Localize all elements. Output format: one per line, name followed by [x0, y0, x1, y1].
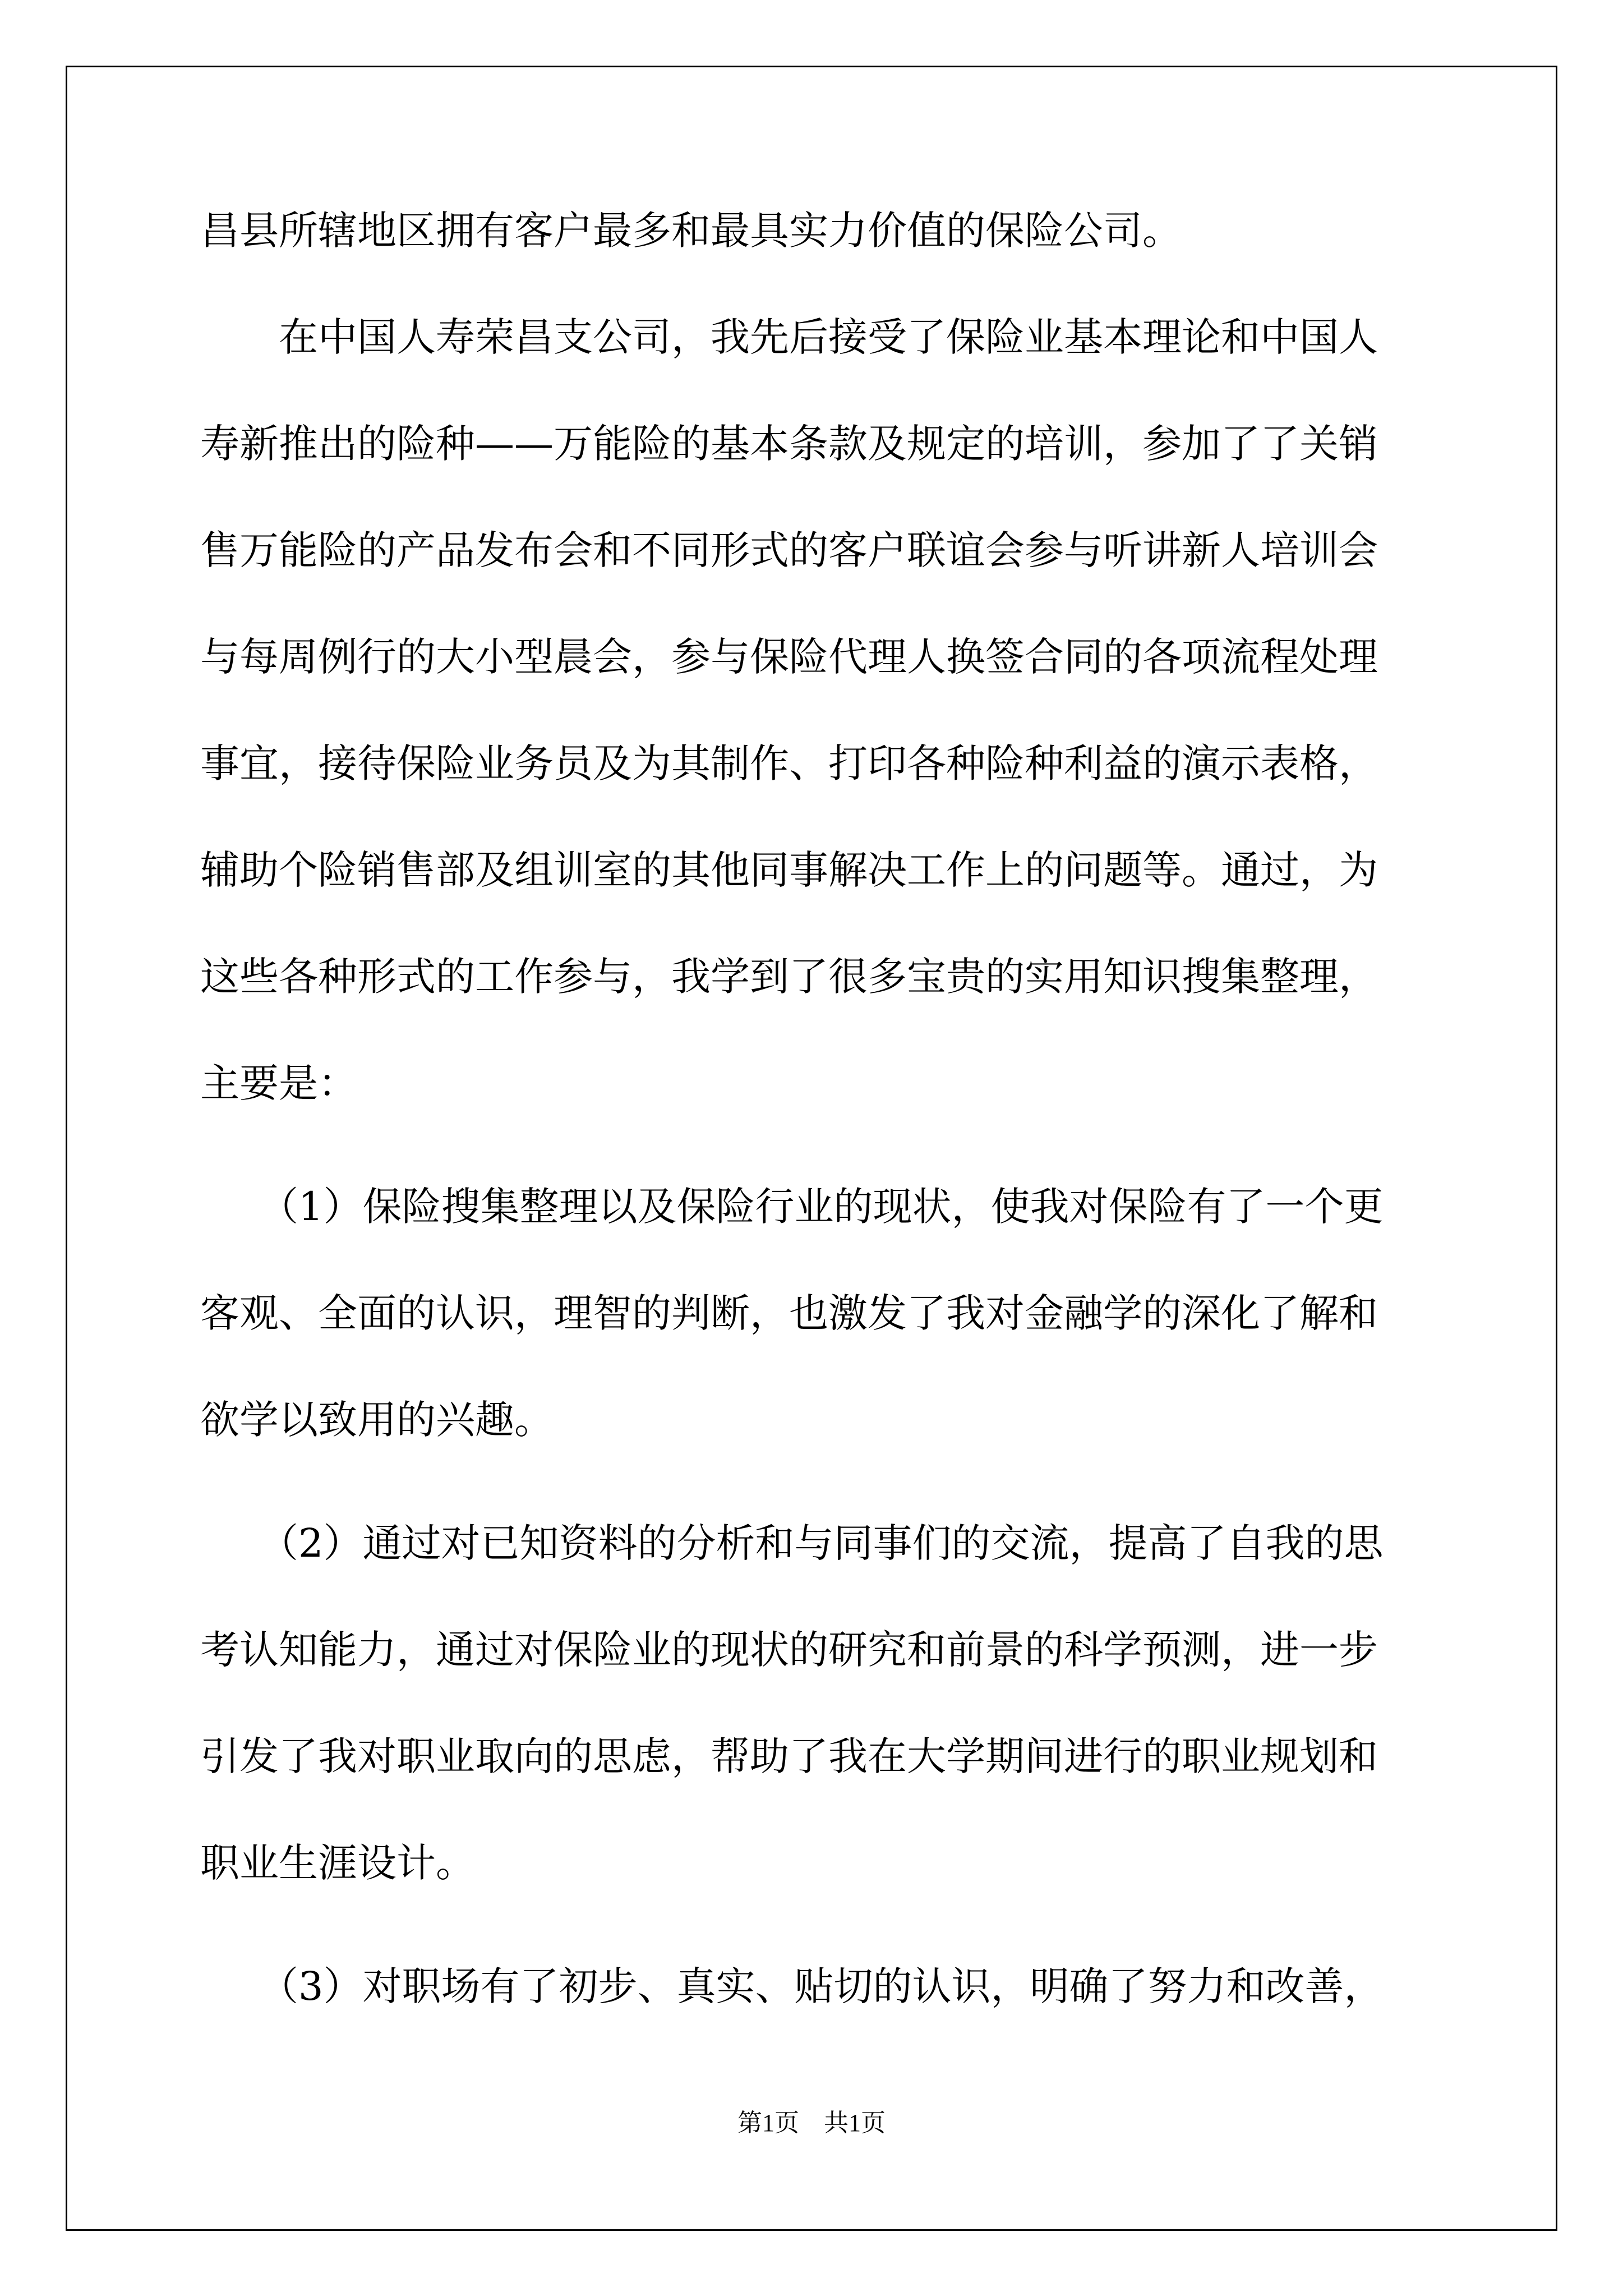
text-line: 考认知能力，通过对保险业的现状的研究和前景的科学预测，进一步	[200, 1627, 1378, 1673]
page-number-footer: 第1页 共1页	[737, 2109, 886, 2137]
text-line: 事宜，接待保险业务员及为其制作、打印各种险种利益的演示表格，	[200, 740, 1378, 786]
page-border	[66, 66, 1557, 2231]
text-line: 昌县所辖地区拥有客户最多和最具实力价值的保险公司。	[200, 208, 1182, 254]
text-line: （1）保险搜集整理以及保险行业的现状，使我对保险有了一个更	[200, 1184, 1384, 1230]
text-line: 寿新推出的险种——万能险的基本条款及规定的培训，参加了了关销	[200, 421, 1378, 467]
text-line: 与每周例行的大小型晨会，参与保险代理人换签合同的各项流程处理	[200, 634, 1378, 680]
text-line: 售万能险的产品发布会和不同形式的客户联谊会参与听讲新人培训会	[200, 527, 1378, 573]
text-line: 职业生涯设计。	[200, 1840, 475, 1886]
text-line: （2）通过对已知资料的分析和与同事们的交流，提高了自我的思	[200, 1520, 1384, 1566]
text-line: 辅助个险销售部及组训室的其他同事解决工作上的问题等。通过，为	[200, 847, 1378, 893]
text-line: 客观、全面的认识，理智的判断，也激发了我对金融学的深化了解和	[200, 1290, 1378, 1336]
text-line: 引发了我对职业取向的思虑，帮助了我在大学期间进行的职业规划和	[200, 1733, 1378, 1779]
text-line: 主要是：	[200, 1060, 357, 1106]
text-line: （3）对职场有了初步、真实、贴切的认识，明确了努力和改善，	[200, 1963, 1384, 2009]
text-line: 这些各种形式的工作参与，我学到了很多宝贵的实用知识搜集整理，	[200, 954, 1378, 1000]
text-line: 欲学以致用的兴趣。	[200, 1397, 554, 1443]
text-line: 在中国人寿荣昌支公司，我先后接受了保险业基本理论和中国人	[200, 314, 1378, 360]
